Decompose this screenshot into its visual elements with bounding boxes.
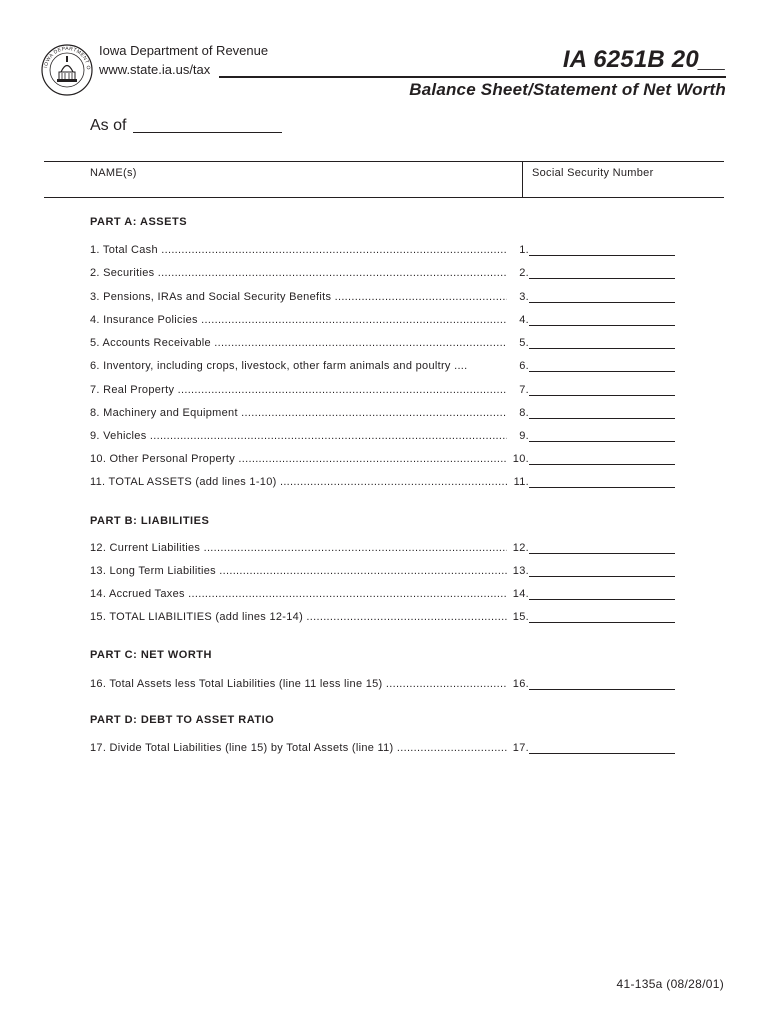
line-7-amount-field[interactable] (529, 395, 675, 396)
part-a-title: PART A: ASSETS (90, 216, 188, 228)
part-c-title: PART C: NET WORTH (90, 649, 212, 661)
department-name: Iowa Department of Revenue (99, 43, 269, 58)
line-14-row (90, 588, 675, 602)
form-code: 41-135a (08/28/01) (616, 977, 724, 991)
line-label: 15. TOTAL LIABILITIES (add lines 12-14) ..... (90, 611, 507, 623)
line-label: 11. TOTAL ASSETS (add lines 1-10) ..... (90, 476, 507, 488)
line-2-amount-field[interactable] (529, 278, 675, 279)
line-15-amount-field[interactable] (529, 622, 675, 623)
line-15-row (90, 611, 675, 625)
line-9-amount-field[interactable] (529, 441, 675, 442)
line-16-amount-field[interactable] (529, 689, 675, 690)
line-number: 15. (512, 611, 529, 623)
line-8-amount-field[interactable] (529, 418, 675, 419)
line-1-amount-field[interactable] (529, 255, 675, 256)
line-number: 7. (519, 384, 529, 396)
line-10-amount-field[interactable] (529, 464, 675, 465)
line-label: 5. Accounts Receivable ..... (90, 337, 507, 349)
line-label: 6. Inventory, including crops, livestock, other farm animals and poultry .... (90, 360, 507, 372)
line-5-row (90, 337, 675, 351)
line-4-amount-field[interactable] (529, 325, 675, 326)
seal-graphic (41, 44, 93, 96)
line-number: 11. (513, 476, 529, 488)
line-number: 16. (512, 678, 529, 690)
line-label: 16. Total Assets less Total Liabilities (line 11 less line 15) ..... (90, 678, 507, 690)
line-number: 9. (519, 430, 529, 442)
line-12-amount-field[interactable] (529, 553, 675, 554)
line-number: 13. (512, 565, 529, 577)
line-label: 7. Real Property ..... (90, 384, 507, 396)
part-d-title: PART D: DEBT TO ASSET RATIO (90, 714, 275, 726)
line-10-row (90, 453, 675, 467)
line-label: 9. Vehicles ..... (90, 430, 507, 442)
line-number: 8. (519, 407, 529, 419)
line-2-row (90, 267, 675, 281)
line-9-row (90, 430, 675, 444)
line-label: 2. Securities ..... (90, 267, 507, 279)
as-of-date-field[interactable] (133, 132, 282, 133)
line-label: 12. Current Liabilities ..... (90, 542, 507, 554)
line-number: 12. (512, 542, 529, 554)
line-number: 4. (519, 314, 529, 326)
header-rule (219, 76, 726, 78)
line-4-row (90, 314, 675, 328)
line-8-row (90, 407, 675, 421)
line-14-amount-field[interactable] (529, 599, 675, 600)
line-number: 17. (512, 742, 529, 754)
line-5-amount-field[interactable] (529, 348, 675, 349)
line-3-row (90, 291, 675, 305)
line-label: 14. Accrued Taxes ..... (90, 588, 507, 600)
line-11-row (90, 476, 675, 490)
line-number: 14. (512, 588, 529, 600)
part-b-title: PART B: LIABILITIES (90, 515, 210, 527)
line-number: 5. (519, 337, 529, 349)
line-3-amount-field[interactable] (529, 302, 675, 303)
department-website-link[interactable]: www.state.ia.us/tax (99, 62, 211, 77)
name-ssn-divider (522, 162, 523, 198)
line-11-amount-field[interactable] (529, 487, 675, 488)
line-6-amount-field[interactable] (529, 371, 675, 372)
svg-text:IOWA DEPARTMENT OF REVENUE: IOWA DEPARTMENT O (43, 45, 92, 71)
line-label: 3. Pensions, IRAs and Social Security Benefits ..... (90, 291, 507, 303)
form-number: IA 6251B 20__ (562, 46, 726, 73)
form-title: Balance Sheet/Statement of Net Worth (409, 80, 726, 99)
as-of-label: As of (90, 117, 127, 134)
line-17-row (90, 742, 675, 756)
name-field-label: NAME(s) (90, 167, 137, 179)
line-13-amount-field[interactable] (529, 576, 675, 577)
line-label: 1. Total Cash ..... (90, 244, 507, 256)
line-number: 2. (519, 267, 529, 279)
line-1-row (90, 244, 675, 258)
line-label: 8. Machinery and Equipment ..... (90, 407, 507, 419)
line-13-row (90, 565, 675, 579)
line-label: 17. Divide Total Liabilities (line 15) by Total Assets (line 11) ..... (90, 742, 507, 754)
line-6-row (90, 360, 675, 374)
line-label: 13. Long Term Liabilities ..... (90, 565, 507, 577)
line-number: 6. (519, 360, 529, 372)
line-number: 3. (519, 291, 529, 303)
line-label: 10. Other Personal Property ..... (90, 453, 507, 465)
line-17-ratio-field[interactable] (529, 753, 675, 754)
state-seal-logo (41, 44, 93, 96)
line-12-row (90, 542, 675, 556)
line-number: 10. (512, 453, 529, 465)
ssn-field-label: Social Security Number (532, 167, 654, 179)
line-7-row (90, 384, 675, 398)
line-label: 4. Insurance Policies ..... (90, 314, 507, 326)
line-number: 1. (519, 244, 529, 256)
line-16-row (90, 678, 675, 692)
